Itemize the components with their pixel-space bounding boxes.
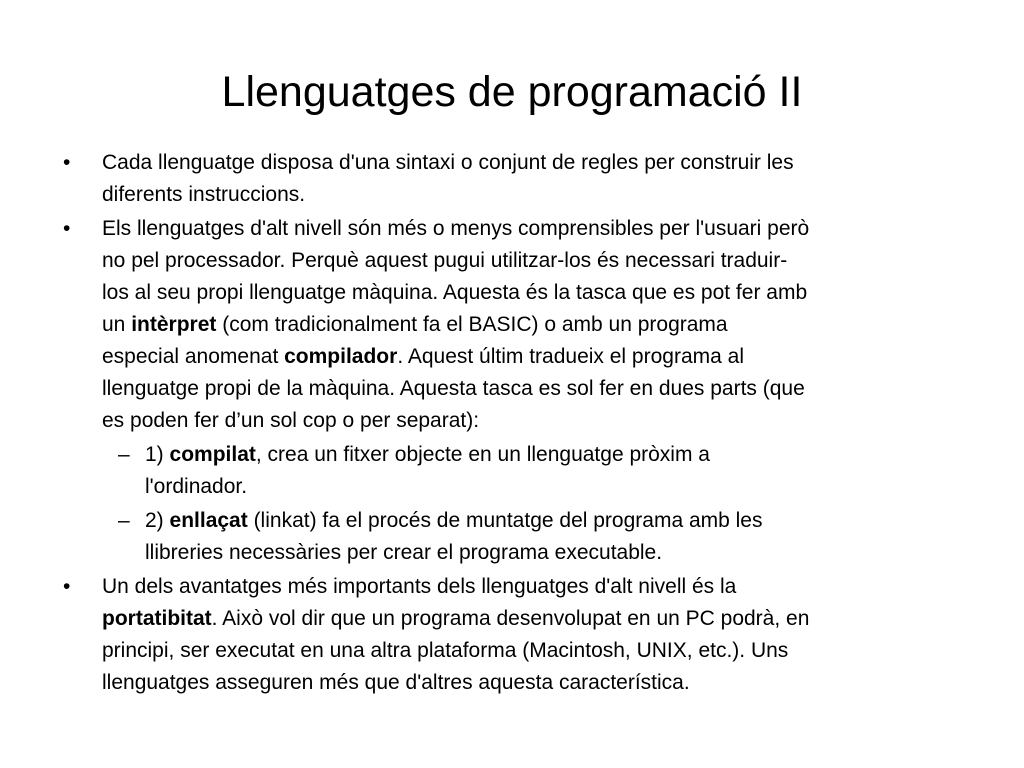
bold-term-enllacat: enllaçat bbox=[169, 509, 248, 532]
text-line: los al seu propi llenguatge màquina. Aquesta és la tasca que es pot fer amb bbox=[102, 281, 808, 304]
text-segment: especial anomenat bbox=[102, 345, 285, 368]
bullet-marker: • bbox=[63, 151, 71, 174]
text-line: es poden fer d’un sol cop o per separat): bbox=[102, 409, 480, 432]
bold-term-compilador: compilador bbox=[284, 345, 398, 368]
bold-term-interpret: intèrpret bbox=[131, 313, 217, 336]
bullet-marker: • bbox=[63, 575, 71, 598]
bullet-text bbox=[102, 571, 982, 699]
sub-item bbox=[0, 505, 1024, 569]
text-line: llibreries necessàries per crear el programa executable. bbox=[145, 541, 663, 564]
slide-content bbox=[0, 147, 1024, 701]
text-line bbox=[102, 341, 982, 373]
text-line: llenguatges asseguren més que d'altres aquesta característica. bbox=[102, 671, 690, 694]
bold-term-compilat: compilat bbox=[169, 443, 256, 466]
text-segment: (com tradicionalment fa el BASIC) o amb un programa bbox=[216, 313, 728, 336]
text-line: l'ordinador. bbox=[145, 475, 248, 498]
text-segment: 1) bbox=[145, 443, 170, 466]
text-line bbox=[102, 603, 982, 635]
text-segment: . Aquest últim tradueix el programa al bbox=[397, 345, 744, 368]
text-line: llenguatge propi de la màquina. Aquesta tasca es sol fer en dues parts (que bbox=[102, 377, 805, 400]
dash-marker: – bbox=[118, 509, 130, 532]
bullet-item bbox=[0, 147, 1024, 211]
text-line: no pel processador. Perquè aquest pugui utilitzar-los és necessari traduir- bbox=[102, 249, 788, 272]
text-line: principi, ser executat en una altra plataforma (Macintosh, UNIX, etc.). Uns bbox=[102, 639, 789, 662]
sub-item bbox=[0, 439, 1024, 503]
text-line: diferents instruccions. bbox=[102, 183, 306, 206]
text-line bbox=[145, 505, 975, 537]
bullet-item bbox=[0, 571, 1024, 699]
bullet-marker: • bbox=[63, 217, 71, 240]
text-line: Els llenguatges d'alt nivell són més o menys comprensibles per l'usuari però bbox=[102, 217, 810, 240]
text-line: Un dels avantatges més importants dels llenguatges d'alt nivell és la bbox=[102, 575, 737, 598]
bullet-item bbox=[0, 213, 1024, 437]
bullet-text bbox=[102, 147, 982, 211]
text-segment: . Això vol dir que un programa desenvolupat en un PC podrà, en bbox=[211, 607, 810, 630]
bold-term-portatibitat: portatibitat bbox=[102, 607, 212, 630]
dash-marker: – bbox=[118, 443, 130, 466]
text-segment: 2) bbox=[145, 509, 170, 532]
text-line: Cada llenguatge disposa d'una sintaxi o conjunt de regles per construir les bbox=[102, 151, 794, 174]
text-segment: un bbox=[102, 313, 132, 336]
text-segment: (linkat) fa el procés de muntatge del programa amb les bbox=[247, 509, 763, 532]
sub-item-text bbox=[145, 505, 975, 569]
text-segment: , crea un fitxer objecte en un llenguatge pròxim a bbox=[255, 443, 710, 466]
text-line bbox=[102, 309, 982, 341]
slide-title: Llenguatges de programació II bbox=[221, 68, 803, 116]
sub-item-text bbox=[145, 439, 975, 503]
bullet-text bbox=[102, 213, 982, 437]
text-line bbox=[145, 439, 975, 471]
